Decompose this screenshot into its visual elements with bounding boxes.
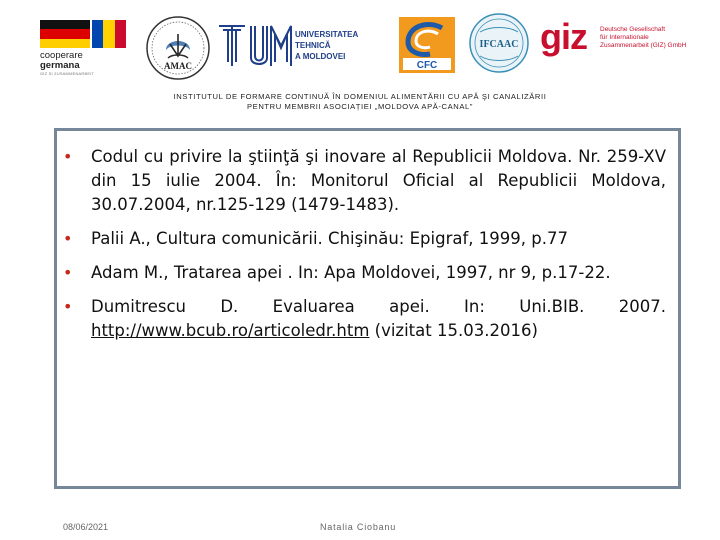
utm-line2: A MOLDOVEI [295,52,346,61]
references-list [57,145,678,343]
cfc-label: CFC [416,60,438,71]
german-flag-icon [40,20,90,48]
ifcaac-emblem-icon [468,12,530,74]
cooperare-tagline: GIZ ȘI ZUSAMMENARBEIT [40,71,95,76]
amac-logo [144,14,212,82]
reference-item [57,261,678,285]
ifcaac-label: IFCAAC [479,39,519,50]
giz-subtitle [600,26,686,50]
reference-link[interactable]: http://www.bcub.ro/articoledr.htm [91,321,370,340]
reference-item [57,227,678,251]
reference-item [57,295,678,343]
reference-text-before: Dumitrescu D. Evaluarea apei. In: Uni.BIB. 2007. [91,297,666,316]
bullet-icon: • [63,263,73,282]
references-box [54,128,681,489]
giz-logo [540,16,715,68]
amac-label: AMAC [164,61,192,71]
cooperare-line2: germana [40,60,80,71]
cooperare-germana-logo [38,16,134,78]
moldovan-flag-icon [92,20,126,48]
utm-monogram-icon [215,18,295,74]
bullet-icon: • [63,147,73,166]
reference-text-after: (vizitat 15.03.2016) [369,321,538,340]
reference-text: Palii A., Cultura comunicării. Chişinău: Epigraf, 1999, p.77 [91,229,568,248]
institute-line2: PENTRU MEMBRII ASOCIAȚIEI „MOLDOVA APĂ-CANAL” [246,102,474,111]
bullet-icon: • [63,297,73,316]
reference-text: Codul cu privire la ştiinţă şi inovare al Republicii Moldova. Nr. 259-XV din 15 iulie 2004. În: Monitorul Oficial al Republicii Moldova, 30.07.2004, nr.125-129 (1479-1483). [91,147,666,214]
utm-line1: UNIVERSITATEA TEHNICĂ [295,30,358,50]
cfc-emblem-icon [398,16,456,74]
bullet-icon: • [63,229,73,248]
ifcaac-logo [468,12,530,74]
giz-line1: Deutsche Gesellschaft [600,26,666,33]
giz-line2: für Internationale [600,34,649,41]
cooperare-germana-text [40,51,94,77]
amac-emblem-icon [144,14,212,82]
footer-date: 08/06/2021 [63,522,109,532]
cooperare-line1: cooperare [40,50,83,61]
utm-text [295,29,385,62]
institute-header [0,92,720,112]
cfc-logo [398,16,456,74]
logo-strip [0,0,720,90]
giz-line3: Zusammenarbeit (GIZ) GmbH [600,42,687,49]
footer-author: Natalia Ciobanu [320,522,397,532]
institute-line1: INSTITUTUL DE FORMARE CONTINUĂ ÎN DOMENIUL ALIMENTĂRII CU APĂ ŞI CANALIZĂRII [173,92,547,101]
reference-text: Adam M., Tratarea apei . In: Apa Moldovei, 1997, nr 9, p.17-22. [91,263,611,282]
utm-logo [215,18,385,74]
reference-item [57,145,678,217]
giz-wordmark: giz [540,16,587,57]
